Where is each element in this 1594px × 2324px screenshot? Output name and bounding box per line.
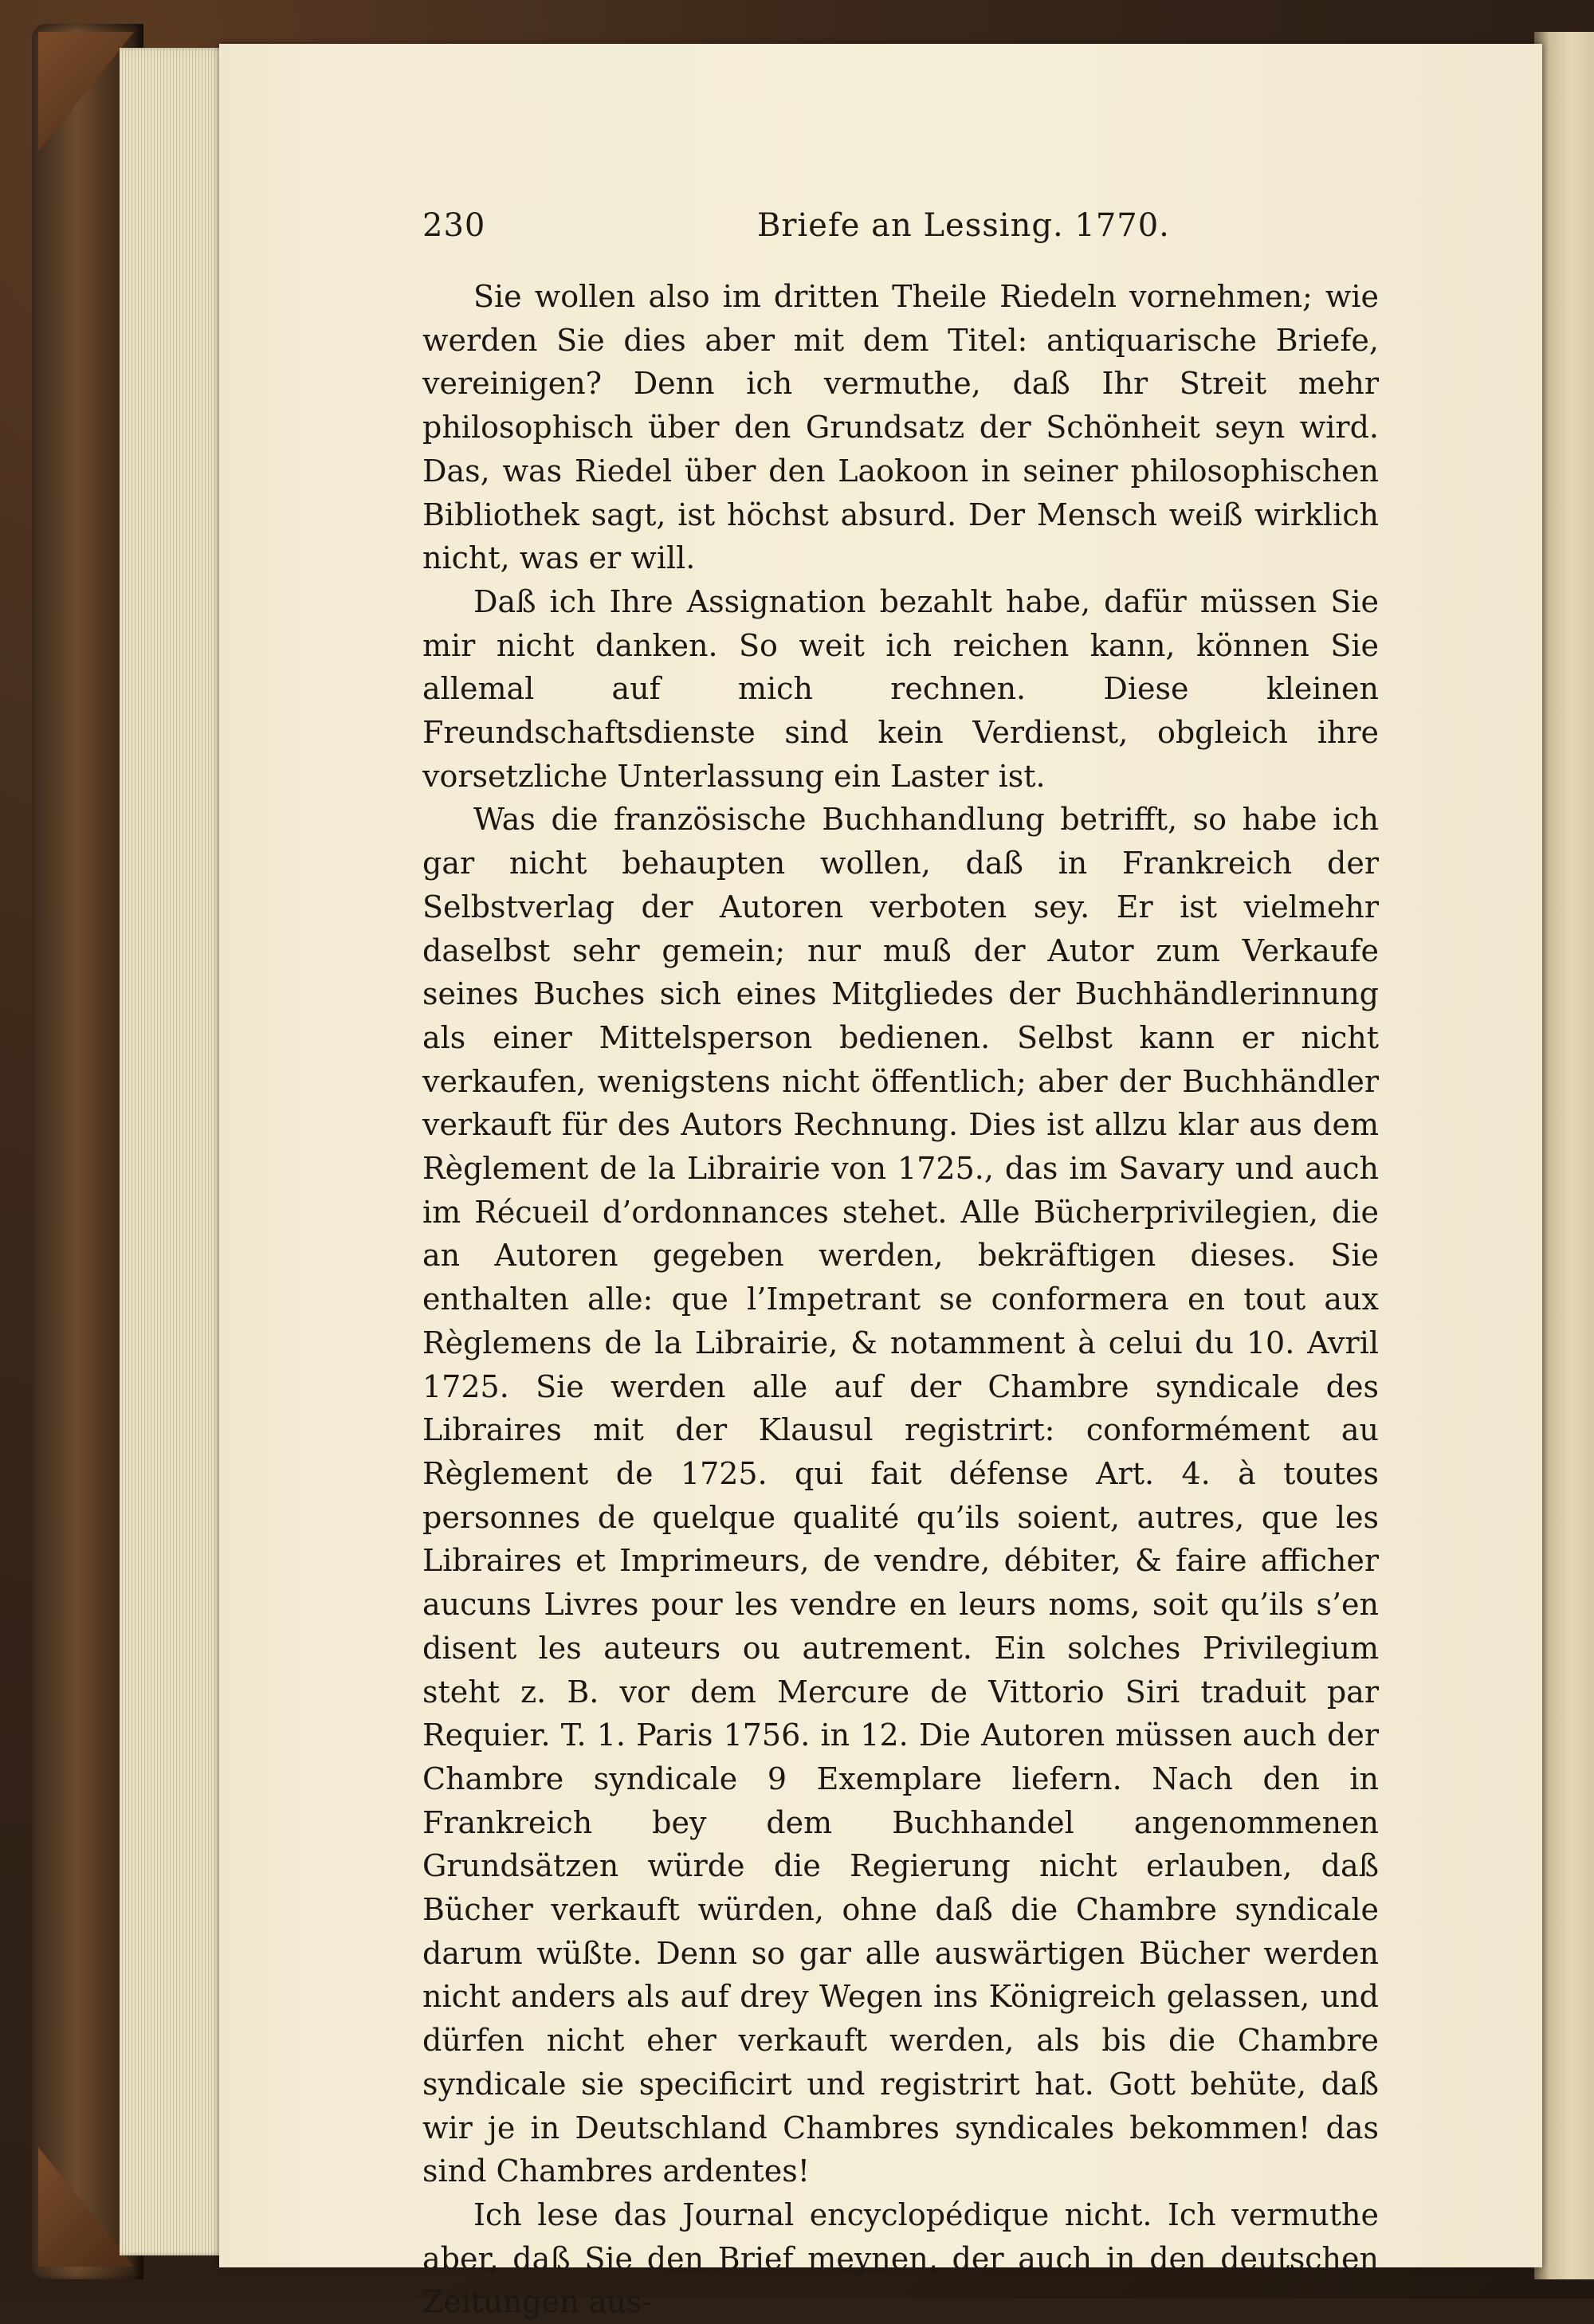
page-header [422,207,1474,263]
book-page [219,44,1542,2320]
paragraph: Daß ich Ihre Assignation bezahlt habe, dafür müssen Sie mir nicht danken. So weit ich reichen kann, können Sie allemal auf mich rechnen. Diese kleinen Freundschaftsdienste sind kein Verdienst, obgleich ihre vorsetzliche Unterlassung ein Laster ist. [422,583,1379,794]
paragraph: Ich lese das Journal encyclopédique nicht. Ich vermuthe aber, daß Sie den Brief meynen, der auch in den deutschen Zeitungen aus- [422,2196,1379,2320]
running-head: Briefe an Lessing. 1770. [757,207,1170,244]
paragraph: Sie wollen also im dritten Theile Riedeln vornehmen; wie werden Sie dies aber mit dem Titel: antiquarische Briefe, vereinigen? Denn ich vermuthe, daß Ihr Streit mehr philosophisch über den Grundsatz der Schönheit seyn wird. Das, was Riedel über den Laokoon in seiner philosophischen Bibliothek sagt, ist höchst absurd. Der Mensch weiß wirklich nicht, was er will. [422,279,1379,576]
body-text [422,275,1379,2324]
page-number: 230 [422,207,486,244]
page-edges [120,48,227,2255]
facing-page-edge [1534,32,1594,2279]
paragraph: Was die französische Buchhandlung betrifft, so habe ich gar nicht behaupten wollen, daß in Frankreich der Selbstverlag der Autoren verboten sey. Er ist vielmehr daselbst sehr gemein; nur muß der Autor zum Verkaufe seines Buches sich eines Mitgliedes der Buchhändlerinnung als einer Mittelsperson bedienen. Selbst kann er nicht verkaufen, wenigstens nicht öffentlich; aber der Buchhändler verkauft für des Autors Rechnung. Dies ist allzu klar aus dem Règlement de la Librairie von 1725., das im Savary und auch im Récueil d’ordonnances stehet. Alle Bücherprivilegien, die an Autoren gegeben werden, bekräftigen dieses. Sie enthalten alle: que l’Impetrant se conformera en tout aux Règlemens de la Librairie, & notamment à celui du 10. Avril 1725. Sie werden alle auf der Chambre syndicale des Libraires mit der Klausul registrirt: conformément au Règlement de 1725. qui fait défense Art. 4. à toutes personnes de quelque qualité qu’ils soient, autres, que les Libraires et Imprimeurs, de vendre, débiter, & faire afficher aucuns Livres pour les vendre en leurs noms, soit qu’ils s’en disent les auteurs ou autrement. Ein solches Privilegium steht z. B. vor dem Mercure de Vittorio Siri traduit par Requier. T. 1. Paris 1756. in 12. Die Autoren müssen auch der Chambre syndicale 9 Exemplare liefern. Nach den in Frankreich bey dem Buchhandel angenommenen Grundsätzen würde die Regierung nicht erlauben, daß Bücher verkauft würden, ohne daß die Chambre syndicale darum wüßte. Denn so gar alle auswärtigen Bücher werden nicht anders als auf drey Wegen ins Königreich gelassen, und dürfen nicht eher verkauft werden, als bis die Chambre syndicale sie specificirt und registrirt hat. Gott behüte, daß wir je in Deutschland Chambres syndicales bekommen! das sind Chambres ardentes! [422,802,1379,2189]
